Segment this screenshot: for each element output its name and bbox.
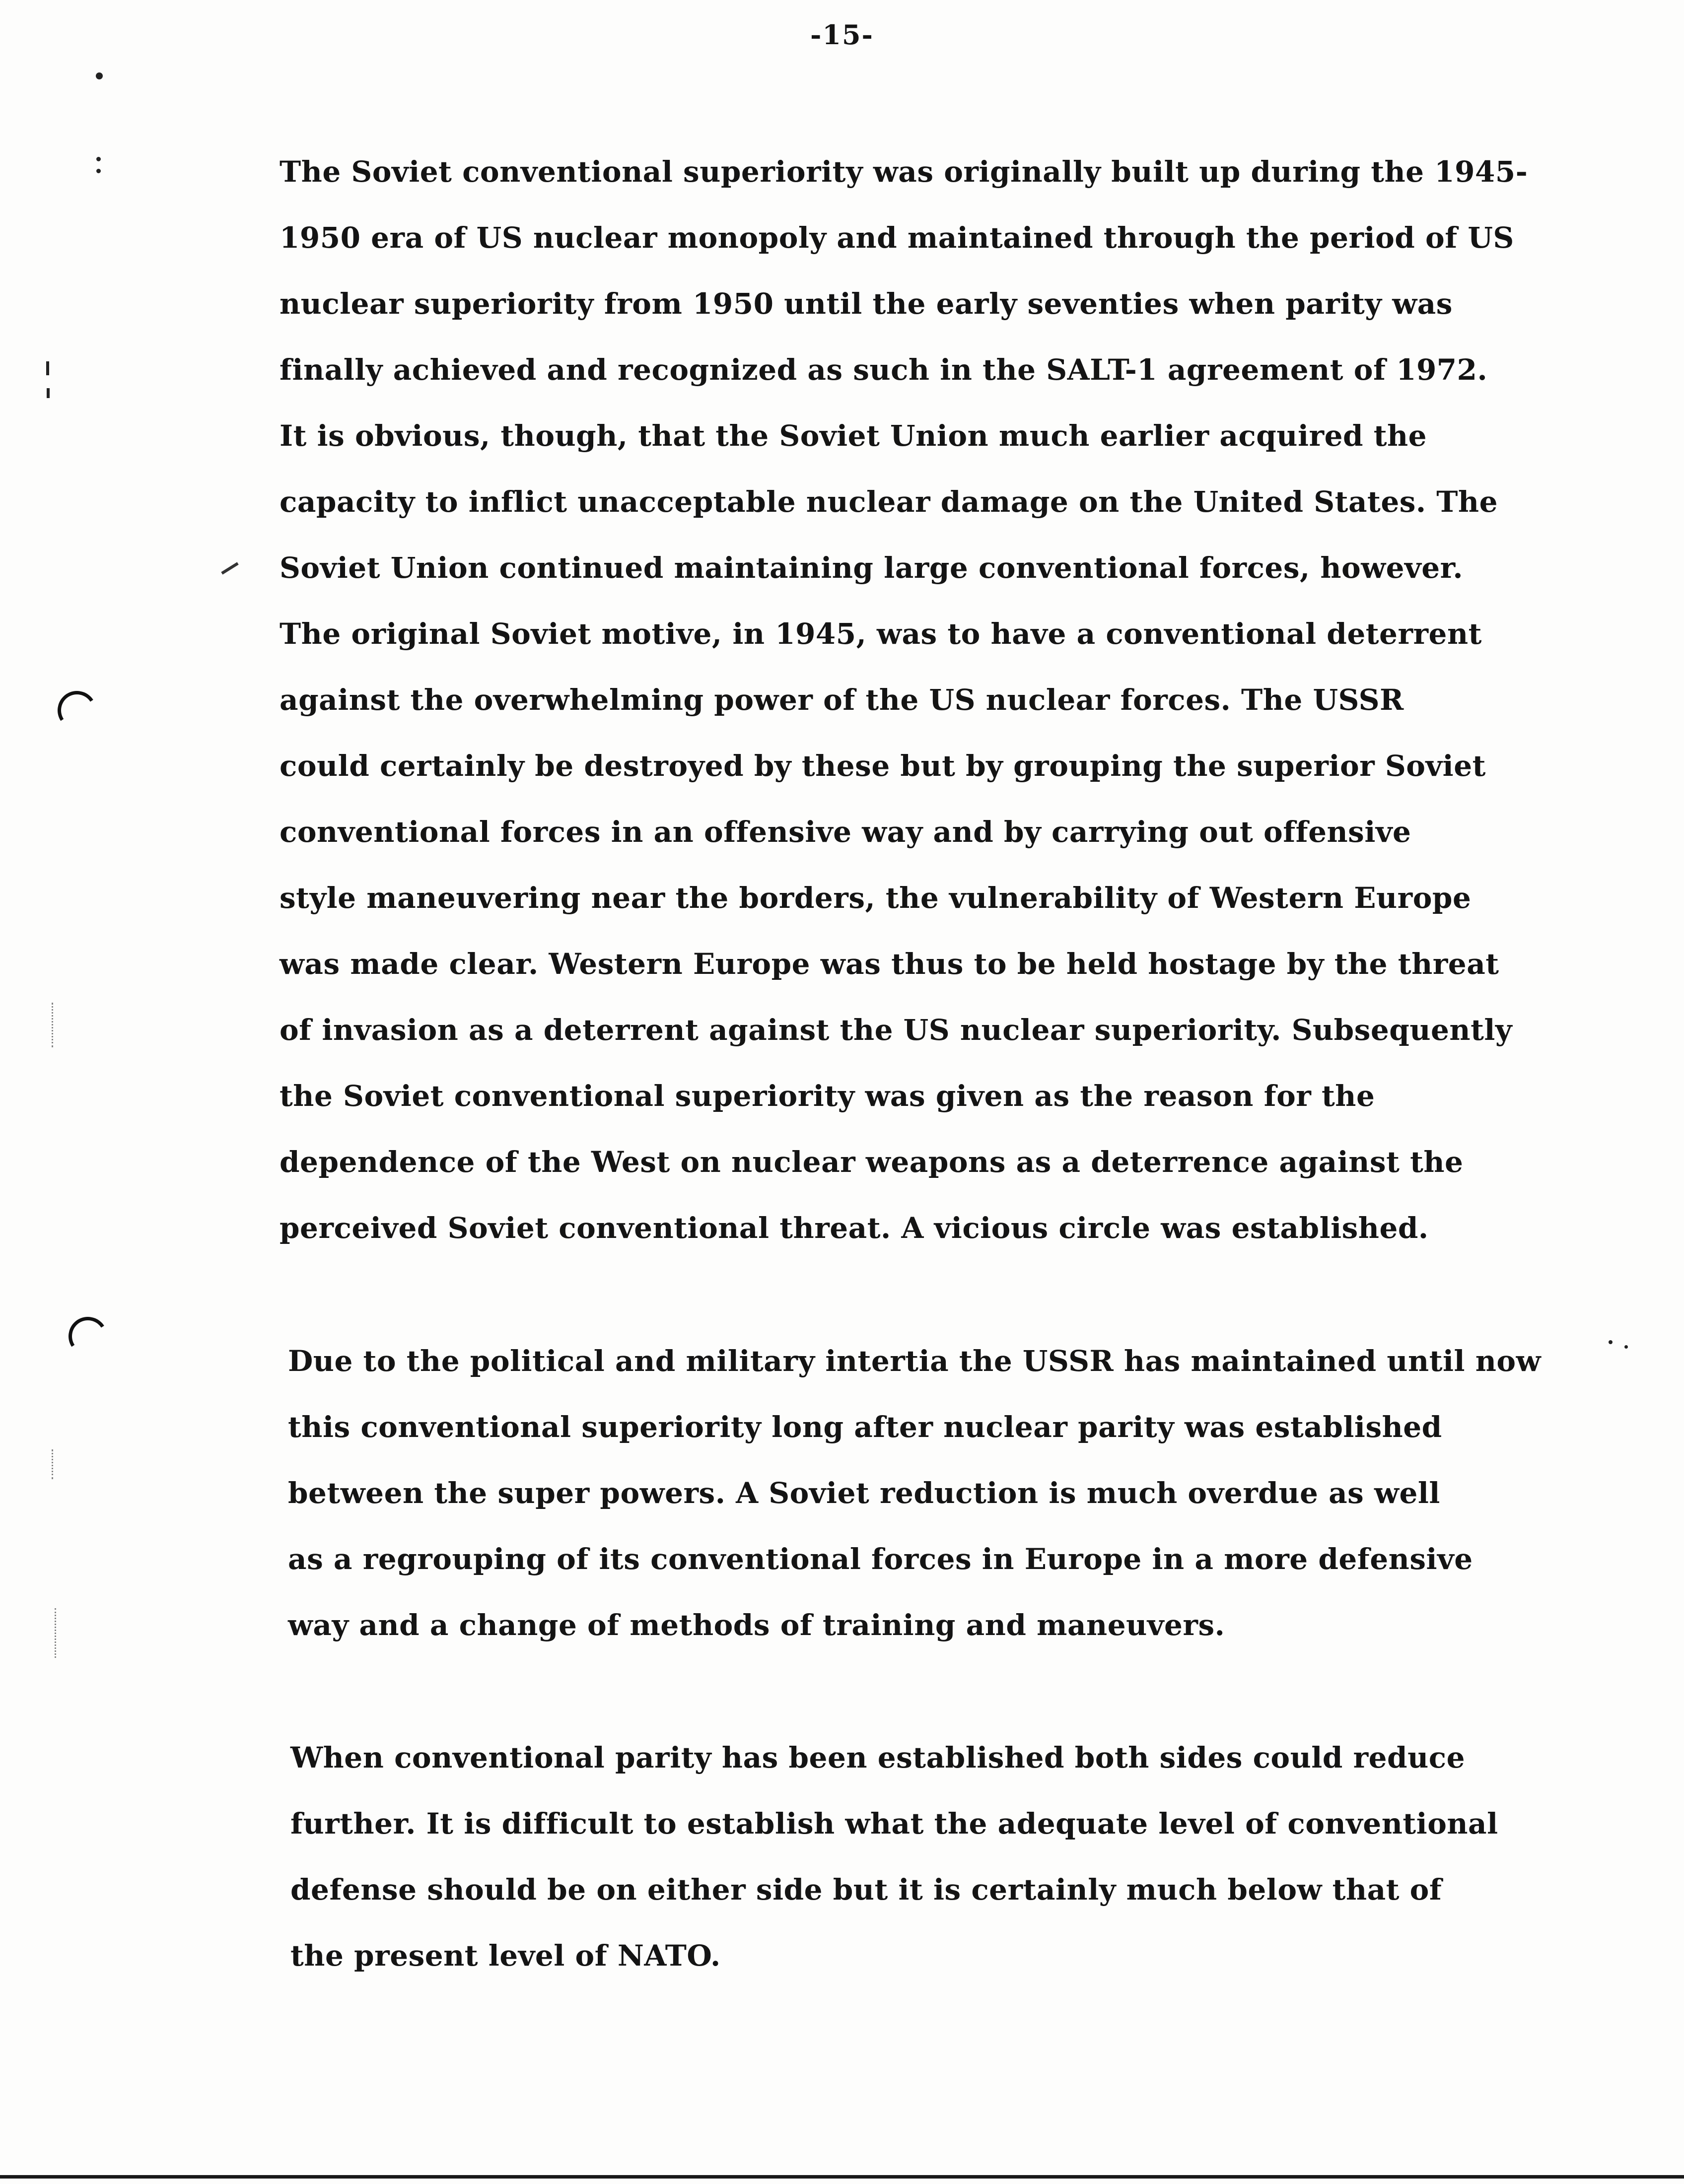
text-line: It is obvious, though, that the Soviet Union much earlier acquired the: [280, 419, 1427, 453]
text-line: against the overwhelming power of the US nuclear forces. The USSR: [280, 683, 1404, 717]
margin-dotted-trace: [52, 1449, 55, 1479]
text-line: further. It is difficult to establish what the adequate level of conventional: [290, 1807, 1498, 1841]
text-line: Soviet Union continued maintaining large conventional forces, however.: [280, 551, 1464, 585]
margin-dotted-trace: [55, 1608, 58, 1658]
scan-speck: [96, 72, 103, 79]
paragraph: [280, 139, 1528, 1261]
scan-speck: [46, 361, 49, 375]
text-line: defense should be on either side but it is certainly much below that of: [290, 1873, 1442, 1907]
paragraph: [290, 1725, 1498, 1989]
scan-speck: [96, 169, 101, 173]
text-line: of invasion as a deterrent against the US nuclear superiority. Subsequently: [280, 1013, 1513, 1047]
text-line: finally achieved and recognized as such in the SALT-1 agreement of 1972.: [280, 353, 1488, 387]
scan-speck: [96, 157, 101, 161]
text-line: Due to the political and military intertia the USSR has maintained until now: [288, 1344, 1542, 1378]
text-line: the Soviet conventional superiority was given as the reason for the: [280, 1079, 1375, 1113]
text-line: the present level of NATO.: [290, 1939, 721, 1973]
text-line: When conventional parity has been established both sides could reduce: [290, 1741, 1465, 1774]
page-bottom-rule: [0, 2175, 1684, 2179]
margin-dotted-trace: [52, 1003, 55, 1047]
text-line: conventional forces in an offensive way and by carrying out offensive: [280, 815, 1411, 849]
text-line: was made clear. Western Europe was thus to be held hostage by the threat: [280, 947, 1499, 981]
text-line: The Soviet conventional superiority was originally built up during the 1945-: [280, 155, 1528, 189]
margin-arc-mark: [54, 687, 100, 734]
scan-speck: [1609, 1340, 1613, 1344]
margin-tick-mark: [221, 562, 238, 574]
paragraph: [288, 1328, 1541, 1658]
page-number: -15-: [810, 19, 874, 51]
text-line: style maneuvering near the borders, the vulnerability of Western Europe: [280, 881, 1472, 915]
text-line: capacity to inflict unacceptable nuclear damage on the United States. The: [280, 485, 1498, 519]
text-line: dependence of the West on nuclear weapons as a deterrence against the: [280, 1145, 1464, 1179]
margin-arc-mark: [65, 1313, 111, 1360]
text-line: as a regrouping of its conventional forces in Europe in a more defensive: [288, 1542, 1473, 1576]
text-line: between the super powers. A Soviet reduction is much overdue as well: [288, 1476, 1440, 1510]
scan-speck: [47, 388, 50, 398]
text-line: nuclear superiority from 1950 until the early seventies when parity was: [280, 287, 1453, 321]
text-line: 1950 era of US nuclear monopoly and maintained through the period of US: [280, 221, 1514, 255]
text-line: The original Soviet motive, in 1945, was to have a conventional deterrent: [280, 617, 1482, 651]
text-line: way and a change of methods of training and maneuvers.: [288, 1608, 1225, 1642]
scan-speck: [1624, 1345, 1628, 1349]
text-line: this conventional superiority long after nuclear parity was established: [288, 1410, 1442, 1444]
text-line: perceived Soviet conventional threat. A vicious circle was established.: [280, 1211, 1429, 1245]
text-line: could certainly be destroyed by these but by grouping the superior Soviet: [280, 749, 1486, 783]
